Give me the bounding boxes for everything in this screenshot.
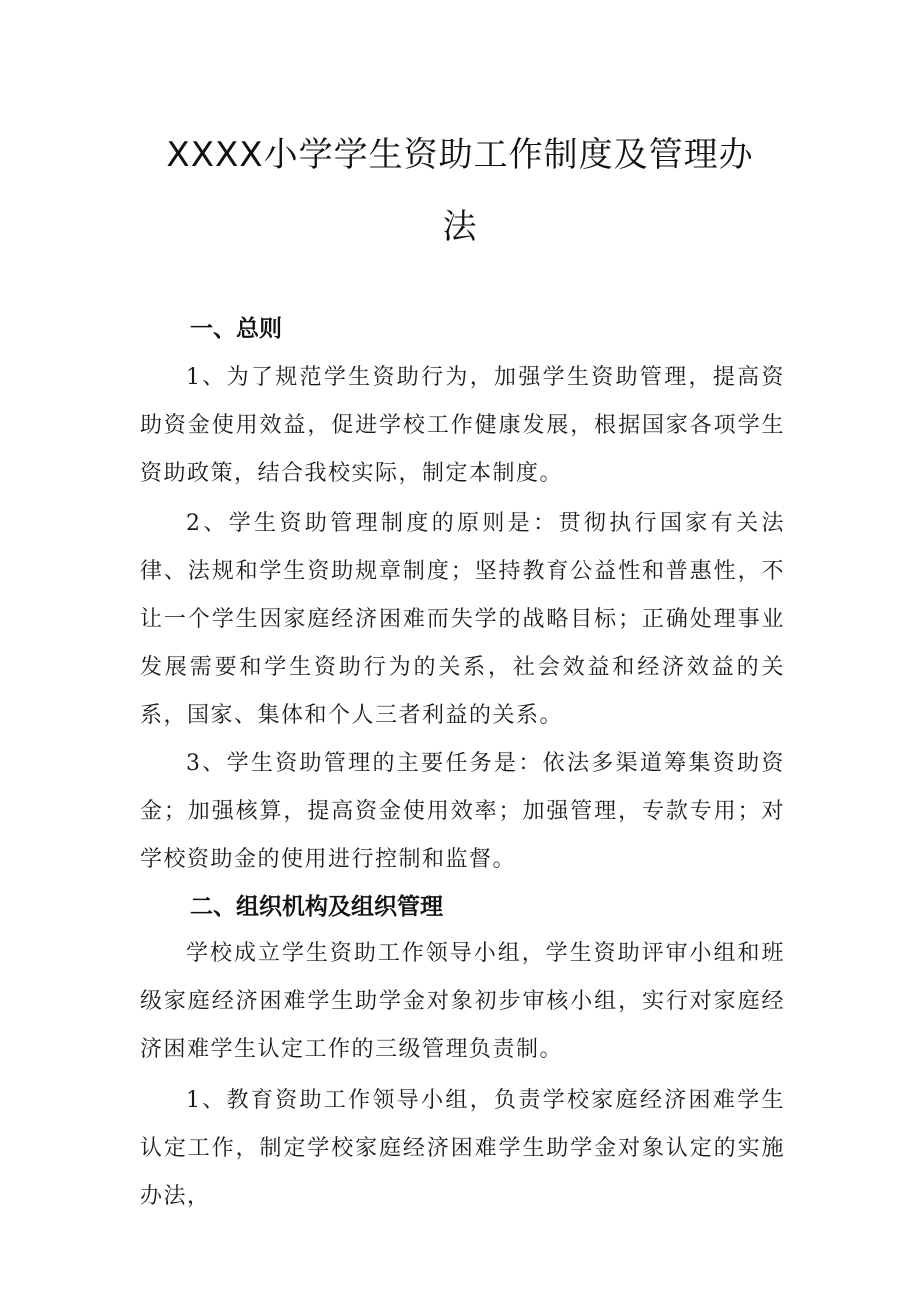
paragraph-1-3: 3、学生资助管理的主要任务是：依法多渠道筹集资助资金；加强核算，提高资金使用效率；加强管理，专款专用；对学校资助金的使用进行控制和监督。 <box>140 751 785 872</box>
paragraph-2-1: 学校成立学生资助工作领导小组，学生资助评审小组和班级家庭经济困难学生助学金对象初步审核小组，实行对家庭经济困难学生认定工作的三级管理负责制。 <box>140 941 785 1062</box>
document-title-line-1: XXXX小学学生资助工作制度及管理办 <box>166 135 754 175</box>
paragraph-2-2: 1、教育资助工作领导小组，负责学校家庭经济困难学生认定工作，制定学校家庭经济困难学生助学金对象认定的实施办法， <box>140 1088 785 1209</box>
section-heading-general: 一、总则 <box>190 316 282 342</box>
paragraph-1-2: 2、学生资助管理制度的原则是：贯彻执行国家有关法律、法规和学生资助规章制度；坚持教育公益性和普惠性，不让一个学生因家庭经济困难而失学的战略目标；正确处理事业发展需要和学生资助行为的关系，社会效益和经济效益的关系，国家、集体和个人三者利益的关系。 <box>140 511 785 728</box>
section-heading-organization: 二、组织机构及组织管理 <box>190 894 443 920</box>
paragraph-1-1: 1、为了规范学生资助行为，加强学生资助管理，提高资助资金使用效益，促进学校工作健康发展，根据国家各项学生资助政策，结合我校实际，制定本制度。 <box>140 365 785 486</box>
document-title-line-2: 法 <box>442 207 478 247</box>
